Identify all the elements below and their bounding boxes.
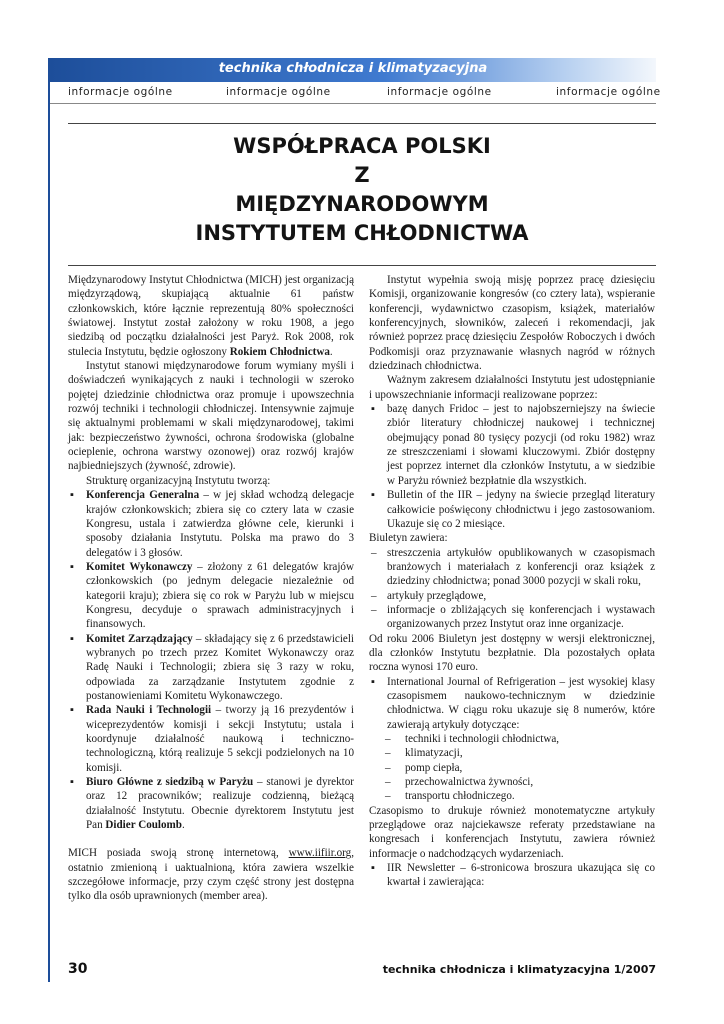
bullet-icon: ▪ (70, 489, 74, 502)
list-item: ▪ International Journal of Refrigeration – jest wysokiej klasy czasopismem naukowo-technicznym w dziedzinie chłodnictwa. W ciągu roku ukazuje się 8 numerów, które zawierają artykuły dotyczące: (371, 675, 655, 731)
divider (68, 265, 656, 266)
list-item: – techniki i technologii chłodnictwa, (385, 733, 560, 745)
list-item: ▪ Rada Nauki i Technologii – tworzy ją 16 prezydentów i wiceprezydentów komisji i sekcji Instytutu; ustala i koordynuje działalność naukową i techniczno-technologiczną, którą realizuje 5 sekcji podzielonych na 10 komisji. (70, 704, 354, 774)
list-item: – informacje o zbliżających się konferencjach i wystawach organizowanych przez Instytut oraz inne organizacje. (371, 603, 655, 631)
paragraph: Ważnym zakresem działalności Instytutu jest udostępnianie i upowszechnianie informacji realizowane poprzez: (369, 374, 655, 401)
paragraph: MICH posiada swoją stronę internetową, www.iifiir.org, ostatnio zmienioną i uaktualnioną, która zawiera wszelkie szczegółowe informacje, przy czym część strony jest dostępna tylko dla osób uprawnionych (member area). (68, 847, 354, 903)
list-item: ▪ IIR Newsletter – 6-stronicowa broszura ukazująca się co kwartał i zawierająca: (371, 862, 655, 889)
article-title (68, 132, 656, 248)
list-item: ▪ Bulletin of the IIR – jedyny na świecie przegląd literatury całkowicie poświęcony chłodnictwu i jego zastosowaniom. Ukazuje się co 2 miesiące. (371, 489, 655, 530)
paragraph: Czasopismo to drukuje również monotematyczne artykuły przeglądowe oraz najciekawsze referaty przedstawiane na kongresach i konferencjach Instytutu, zawiera również informacje o nadchodzących wydarzeniach. (369, 804, 655, 860)
section-label: informacje ogólne (556, 86, 661, 98)
bullet-icon: ▪ (371, 862, 375, 875)
title-line: WSPÓŁPRACA POLSKI (233, 134, 491, 158)
dash-icon: – (371, 589, 377, 602)
paragraph: Instytut stanowi międzynarodowe forum wymiany myśli i doświadczeń wynikających z nauki i technologii w szeroko pojętej dziedzinie chłodnictwa oraz promuje i upowszechnia rozwój techniki i technologii chłodniczej. Intensywnie zajmuje się aktualnymi problemami w skali międzynarodowej, takimi jak: bezpieczeństwo żywności, ochrona środowiska (globalne ocieplenie, ochrona warstwy ozonowej) oraz rozwój krajów najbiedniejszych (żywność, zdrowie). (68, 360, 354, 473)
bullet-icon: ▪ (371, 403, 375, 416)
dash-icon: – (385, 790, 391, 803)
paragraph: Międzynarodowy Instytut Chłodnictwa (MICH) jest organizacją międzyrządową, skupiającą aktualnie 61 państw członkowskich, które łącznie reprezentują 80% społeczności światowej. Instytut został założony w roku 1908, a jego siedzibą od początku działalności jest Paryż. Rok 2008, rok stulecia Instytutu, będzie ogłoszony Rokiem Chłodnictwa. (68, 274, 354, 358)
divider (50, 103, 656, 104)
dash-icon: – (371, 546, 377, 559)
section-labels (68, 86, 661, 102)
bullet-icon: ▪ (371, 489, 375, 502)
bullet-icon: ▪ (70, 560, 74, 573)
bullet-icon: ▪ (371, 675, 375, 688)
bullet-icon: ▪ (70, 632, 74, 645)
title-line: INSTYTUTEM CHŁODNICTWA (195, 221, 529, 245)
list-item: – artykuły przeglądowe, (371, 589, 487, 602)
list-item: – przechowalnictwa żywności, (385, 776, 534, 789)
header-banner (50, 58, 656, 82)
paragraph: Instytut wypełnia swoją misję poprzez pracę dziesięciu Komisji, organizowanie kongresów (co cztery lata), wspieranie konferencji, wydawnictwo czasopism, książek, materiałów konferencyjnych, słowników, zaleceń i rekomendacji, jak również poprzez pracę dziesięciu Zespołów Roboczych i dwóch Podkomisji oraz przyznawanie własnych nagród w różnych dziedzinach chłodnictwa. (369, 274, 655, 373)
section-label: informacje ogólne (226, 86, 331, 98)
bullet-icon: ▪ (70, 776, 74, 789)
dash-icon: – (385, 733, 391, 745)
title-line: MIĘDZYNARODOWYM (235, 192, 489, 216)
list-item: ▪ Konferencja Generalna – w jej skład wchodzą delegacje krajów członkowskich; zbiera się co cztery lata w czasie Kongresu, ustala i zatwierdza główne cele, kierunki i sposoby działania Instytutu. Polska ma prawo do 3 delegatów i 3 głosów. (70, 489, 354, 559)
page-number: 30 (68, 961, 88, 977)
section-label: informacje ogólne (387, 86, 492, 98)
left-column (68, 273, 354, 904)
journal-footer: technika chłodnicza i klimatyzacyjna 1/2007 (382, 963, 656, 976)
list-item: – transportu chłodniczego. (385, 790, 515, 803)
list-item: – pomp ciepła, (385, 761, 463, 774)
bullet-icon: ▪ (70, 704, 74, 717)
list-item: – streszczenia artykułów opublikowanych w czasopismach branżowych i materiałach z konferencji oraz książek z dziedziny chłodnictwa; ponad 3000 pozycji w skali roku, (371, 546, 655, 588)
list-item: ▪ Komitet Wykonawczy – złożony z 61 delegatów krajów członkowskich (po jednym delegacie niezależnie od kategorii kraju); zbiera się co rok w Paryżu lub w miejscu Kongresu, decyduje o sprawach administracyjnych i finansowych. (70, 560, 354, 631)
left-accent-bar (48, 58, 50, 982)
list-item: ▪ bazę danych Fridoc – jest to najobszerniejszy na świecie zbiór literatury chłodniczej naukowej i technicznej obejmujący ponad 80 tysięcy pozycji (od roku 1982) wraz ze streszczeniami i słowami kluczowymi. Zbiór dostępny jest poprzez internet dla członków Instytutu, a w siedzibie w Paryżu również bezpłatnie dla wszystkich. (371, 403, 655, 487)
dash-icon: – (385, 776, 391, 789)
list-item: – klimatyzacji, (385, 747, 463, 760)
paragraph: Biuletyn zawiera: (369, 532, 448, 545)
dash-icon: – (371, 603, 377, 616)
website-link[interactable]: www.iifiir.org (288, 847, 352, 860)
dash-icon: – (385, 761, 391, 774)
banner-title: technika chłodnicza i klimatyzacyjna (218, 61, 488, 76)
list-item: ▪ Komitet Zarządzający – składający się z 6 przedstawicieli wybranych po trzech przez Komitet Wykonawczy oraz Radę Nauki i Technologii; zbiera się 3 razy w roku, odpowiada za zarządzanie Instytutem zgodnie z postanowieniami Komitetu Wykonawczego. (70, 632, 355, 702)
dash-icon: – (385, 747, 391, 760)
list-item: ▪ Biuro Główne z siedzibą w Paryżu – stanowi je dyrektor oraz 12 pracowników; realizuje codzienną, bieżącą działalność Instytutu. Obecnie dyrektorem Instytutu jest Pan Didier Coulomb. (70, 776, 354, 832)
right-column (369, 273, 655, 890)
section-label: informacje ogólne (68, 86, 173, 98)
divider (68, 123, 656, 124)
paragraph: Strukturę organizacyjną Instytutu tworzą: (86, 474, 271, 487)
paragraph: Od roku 2006 Biuletyn jest dostępny w wersji elektronicznej, dla członków Instytutu bezpłatnie. Dla pozostałych opłata roczna wynosi 170 euro. (369, 632, 655, 674)
title-line: Z (354, 163, 370, 187)
